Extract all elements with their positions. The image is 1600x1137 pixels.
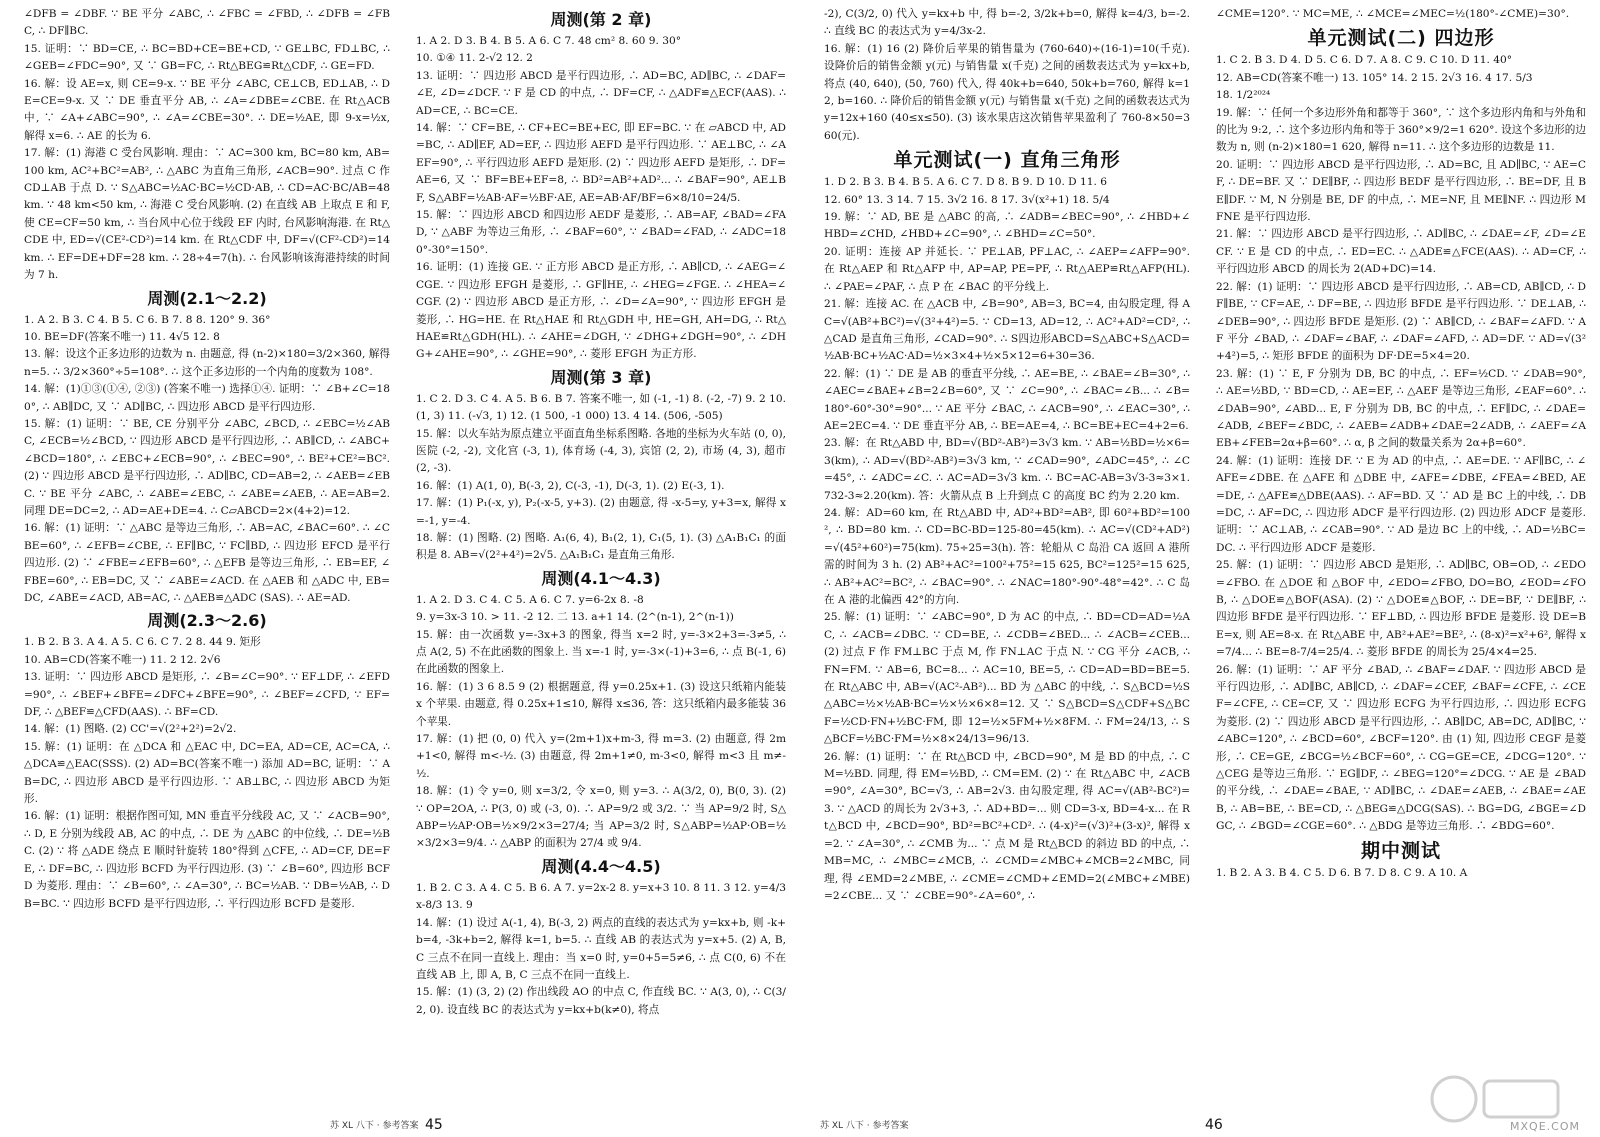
answer-paragraph: 20. 证明：∵ 四边形 ABCD 是平行四边形, ∴ AD=BC, 且 AD∥BC, ∵ AE=CF, ∴ DE=BF. 又 ∵ DE∥BF, ∴ 四边形 BEDF 是平行四边形, ∴ BE=DF, 且 BE∥DF. ∵ M, N 分别是 BE, DF 的中点, ∴ ME=NF, 且 ME∥NF. ∴ 四边形 MFNE 是平行四边形. [1216, 158, 1586, 224]
answer-paragraph: 15. 解：由一次函数 y=-3x+3 的图象, 得当 x=2 时, y=-3×2+3=-3≠5, ∴ 点 A(2, 5) 不在此函数的图象上. 当 x=-1 时, y=-3×(-1)+3=6, ∴ 点 B(-1, 6) 在此函数的图象上. [416, 628, 786, 676]
answer-paragraph: 1. D 2. B 3. B 4. B 5. A 6. C 7. D 8. B 9. D 10. D 11. 6 [824, 176, 1107, 189]
answer-paragraph: 18. 1/2²⁰²⁴ [1216, 89, 1271, 102]
answer-paragraph: 15. 证明：∵ BD=CE, ∴ BC=BD+CE=BE+CD, ∵ GE⊥BC, FD⊥BC, ∴ ∠GEB=∠FDC=90°, 又 ∵ GB=FC, ∴ Rt△BEG≌Rt△CDF, ∴ GE=FD. [24, 42, 390, 73]
answer-paragraph: 21. 解：连接 AC. 在 △ACB 中, ∠B=90°, AB=3, BC=4, 由勾股定理, 得 AC=√(AB²+BC²)=√(3²+4²)=5. ∵ CD=13, AD=12, ∴ AC²+AD²=CD², ∴ △CAD 是直角三角形, ∠CAD=90°. ∴ S四边形ABCD=S△ABC+S△ACD=½AB·BC+½AC·AD=½×3×4+½×5×12=6+30=36. [824, 298, 1190, 363]
left-column-1 [0, 0, 400, 1110]
answer-paragraph: 17. 解：(1) 海港 C 受台风影响. 理由：∵ AC=300 km, BC=80 km, AB=100 km, AC²+BC²=AB², ∴ △ABC 为直角三角形, ∠ACB=90°. 过点 C 作 CD⊥AB 于点 D. ∵ S△ABC=½AC·BC=½CD·AB, ∴ CD=AC·BC/AB=48 km. ∵ 48 km<50 km, ∴ 海港 C 受台风影响. (2) 在直线 AB 上取点 E 和 F, 使 CE=CF=50 km, ∴ 当台风中心位于线段 EF 内时, 台风影响海港. 在 Rt△CDE 中, ED=√(CE²-CD²)=14 km. 在 Rt△CDF 中, DF=√(CF²-CD²)=14 km. ∴ EF=DE+DF=28 km. ∴ 28÷4=7(h). ∴ 台风影响该海港持续的时间为 7 h. [24, 147, 390, 282]
answer-paragraph: 16. 解：(1) 16 (2) 降价后苹果的销售量为 (760-640)÷(16-1)=10(千克). 设降价后的销售金额 y(元) 与销售量 x(千克) 之间的函数表达式为 y=kx+b, 将点 (40, 640), (50, 760) 代入, 得 40k+b=640, 50k+b=760, 解得 k=12, b=160. ∴ 降价后的销售金额 y(元) 与销售量 x(千克) 之间的函数表达式为 y=12x+160 (40≤x≤50). (3) 该水果店这次销售苹果盈利了 760-8×50=360(元). [824, 42, 1190, 142]
answer-paragraph: 18. 解：(1) 图略. (2) 图略. A₁(6, 4), B₁(2, 1), C₁(5, 1). (3) △A₁B₁C₁ 的面积是 8. AB=√(2²+4²)=2√5. △A₁B₁C₁ 是直角三角形. [416, 531, 786, 562]
answer-paragraph: 16. 证明：(1) 连接 GE. ∵ 正方形 ABCD 是正方形, ∴ AB∥CD, ∴ ∠AEG=∠CGE. ∵ 四边形 EFGH 是菱形, ∴ GF∥HE, ∴ ∠HEG=∠FGE. ∴ ∠HEA=∠CGF. (2) ∵ 四边形 ABCD 是正方形, ∴ ∠D=∠A=90°, ∵ 四边形 EFGH 是菱形, ∴ HG=HE. 在 Rt△HAE 和 Rt△GDH 中, HE=GH, AH=DG, ∴ Rt△HAE≌Rt△GDH(HL). ∴ ∠AHE=∠DGH, ∵ ∠DHG+∠DGH=90°, ∴ ∠DHG+∠AHE=90°, ∴ ∠GHE=90°, ∴ 菱形 EFGH 为正方形. [416, 261, 786, 361]
answer-paragraph: 22. 解：(1) ∵ DE 是 AB 的垂直平分线, ∴ AE=BE, ∴ ∠BAE=∠B=30°, ∴ ∠AEC=∠BAE+∠B=2∠B=60°, 又 ∵ ∠C=90°, ∴ ∠BAC=∠B... ∴ ∠B=180°-60°-30°=90°... ∵ AE 平分 ∠BAC, ∴ ∠ACB=90°, ∴ ∠EAC=30°, ∴ AE=2EC=4. ∵ DE 垂直平分 AB, ∴ BE=AE=4, ∴ BC=BE+EC=4+2=6. [824, 367, 1190, 432]
answer-paragraph: 23. 解：(1) ∵ E, F 分别为 DB, BC 的中点, ∴ EF=½CD. ∵ ∠DAB=90°, ∴ AE=½BD, ∵ BD=CD, ∴ AE=EF, ∴ △AEF 是等边三角形, ∠EAF=60°. ∴ ∠DAB=90°, ∠ABD... E, F 分别为 DB, BC 的中点, ∴ EF∥DC, ∴ ∠DAE=∠ADB, ∠BEF=∠BDC, ∴ ∠AEB=∠ADB+∠DAE=2∠ADB, ∴ ∠AEF=∠AEB+∠FEB=2α+β=60°. ∴ α, β 之间的数量关系为 2α+β=60°. [1216, 367, 1586, 450]
answer-paragraph: 14. 解：(1)①③(①④, ②③) (答案不唯一) 选择①④. 证明：∵ ∠B+∠C=180°, ∴ AB∥DC, 又 ∵ AD∥BC, ∴ 四边形 ABCD 是平行四边形. [24, 383, 390, 413]
answer-paragraph: -2), C(3/2, 0) 代入 y=kx+b 中, 得 b=-2, 3/2k+b=0, 解得 k=4/3, b=-2. ∴ 直线 BC 的表达式为 y=4/3x-2. [824, 8, 1190, 38]
section-heading: 单元测试(一) 直角三角形 [893, 149, 1121, 172]
answer-paragraph: 16. 解：(1) 证明：根据作图可知, MN 垂直平分线段 AC, 又 ∵ ∠ACB=90°, ∴ D, E 分别为线段 AB, AC 的中点, ∴ DE 为 △ABC 的中位线, ∴ DE=½BC. (2) ∵ 将 △ADE 绕点 E 顺时针旋转 180°得到 △CFE, ∴ AD=CF, DE=FE, ∴ DF=BC, ∴ 四边形 BCFD 为平行四边形. (3) ∵ ∠B=60°, 四边形 BCFD 为菱形. 理由：∵ ∠B=60°, ∴ ∠A=30°, ∴ BC=½AB. ∵ DB=½AB, ∴ DB=BC. ∵ 四边形 BCFD 是平行四边形, ∴ 平行四边形 BCFD 是菱形. [24, 810, 390, 910]
answer-paragraph: 1. C 2. D 3. C 4. A 5. B 6. B 7. 答案不唯一, 如 (-1, -1) 8. (-2, -7) 9. 2 10. (1, 3) 11. (-√3, 1) 12. (1 500, -1 000) 13. 4 14. (506, -505) [416, 392, 786, 423]
answer-paragraph: 26. 解：(1) 证明：∵ 在 Rt△BCD 中, ∠BCD=90°, M 是 BD 的中点, ∴ CM=½BD. 同理, 得 EM=½BD, ∴ CM=EM. (2) ∵ 在 Rt△ABC 中, ∠ACB=90°, ∠A=30°, BC=√3, ∴ AB=2√3. 由勾股定理, 得 AC=√(AB²-BC²)=3. ∵ △ACD 的周长为 2√3+3, ∴ AD+BD=... 则 CD=3-x, BD=4-x... 在 Rt△BCD 中, ∠BCD=90°, BD²=BC²+CD². ∴ (4-x)²=(√3)²+(3-x)², 解得 x=2. ∵ ∠A=30°, ∴ ∠CMB 为... ∵ 点 M 是 Rt△BCD 的斜边 BD 的中点, ∴ MB=MC, ∴ ∠MBC=∠MCB, ∴ ∠CMD=∠MBC+∠MCB=2∠MBC, 同理, 得 ∠EMD=2∠MBE, ∴ ∠CME=∠CMD+∠EMD=2(∠MBC+∠MBE)=2∠CBE... 又 ∵ ∠CBE=90°-∠A=60°, ∴ [824, 750, 1191, 902]
answer-paragraph: 18. 解：(1) 令 y=0, 则 x=3/2, 令 x=0, 则 y=3. ∴ A(3/2, 0), B(0, 3). (2) ∵ OP=2OA, ∴ P(3, 0) 或 (-3, 0). ∴ AP=9/2 或 3/2. ∵ 当 AP=9/2 时, S△ABP=½AP·OB=½×9/2×3=27/4; 当 AP=3/2 时, S△ABP=½AP·OB=½×3/2×3=9/4. ∴ △ABP 的面积为 27/4 或 9/4. [416, 785, 786, 850]
answer-paragraph: 19. 解：∵ AD, BE 是 △ABC 的高, ∴ ∠ADB=∠BEC=90°, ∴ ∠HBD+∠HBD=∠CHD, ∠HBD+∠C=90°, ∴ ∠BHD=∠C=50°. [824, 211, 1190, 241]
answer-paragraph: 1. A 2. D 3. C 4. C 5. A 6. C 7. y=6-2x 8. -8 [416, 593, 644, 606]
right-column-2 [1200, 0, 1600, 1110]
answer-paragraph: 15. 解：(1) 证明：∵ BE, CE 分别平分 ∠ABC, ∠BCD, ∴ ∠EBC=½∠ABC, ∠ECB=½∠BCD, ∵ 四边形 ABCD 是平行四边形, ∴ AB∥CD, ∴ ∠ABC+∠BCD=180°, ∴ ∠EBC+∠ECB=90°, ∴ ∠BEC=90°, ∴ BE²+CE²=BC². (2) ∵ 四边形 ABCD 是平行四边形, ∴ AD∥BC, CD=AB=2, ∴ ∠AEB=∠EBC. ∵ BE 平分 ∠ABC, ∴ ∠ABE=∠EBC, ∴ ∠ABE=∠AEB, ∴ AE=AB=2. 同理 DE=DC=2, ∴ AD=AE+DE=4. ∴ C▱ABCD=2×(4+2)=12. [24, 417, 390, 517]
section-heading: 单元测试(二) 四边形 [1307, 27, 1495, 50]
answer-paragraph: 19. 解：∵ 任何一个多边形外角和都等于 360°, ∵ 这个多边形内角和与外角和的比为 9:2, ∴ 这个多边形内角和等于 360°×9/2=1 620°. 设这个多边形的边数为 n, 则 (n-2)×180=1 620, 解得 n=11. ∴ 这个多边形的边数是 11. [1216, 106, 1586, 154]
answer-paragraph: 1. B 2. A 3. B 4. C 5. D 6. B 7. D 8. C 9. A 10. A [1216, 866, 1468, 879]
answer-paragraph: 16. 解：设 AE=x, 则 CE=9-x. ∵ BE 平分 ∠ABC, CE⊥CB, ED⊥AB, ∴ DE=CE=9-x. 又 ∵ DE 垂直平分 AB, ∴ ∠A=∠DBE=∠CBE. 在 Rt△ACB 中, ∵ ∠A+∠ABC=90°, ∴ ∠A=∠CBE=30°. ∴ DE=½AE, 即 9-x=½x, 解得 x=6. ∴ AE 的长为 6. [24, 77, 390, 142]
section-heading: 期中测试 [1360, 839, 1441, 862]
section-heading: 周测(第 3 章) [550, 367, 652, 387]
page-number: 46 [1205, 1117, 1223, 1133]
answer-paragraph: 25. 解：(1) 证明：∵ 四边形 ABCD 是矩形, ∴ AD∥BC, OB=OD, ∴ ∠EDO=∠FBO. 在 △DOE 和 △BOF 中, ∠EDO=∠FBO, DO=BO, ∠EOD=∠FOB, ∴ △DOE≌△BOF(ASA). (2) ∵ △DOE≌△BOF, ∴ DE=BF, ∵ DE∥BF, ∴ 四边形 BFDE 是平行四边形. ∵ EF⊥BD, ∴ 四边形 BFDE 是菱形. 设 DE=BE=x, 则 AE=8-x. 在 Rt△ABE 中, AB²+AE²=BE², ∴ (8-x)²=x²+6², 解得 x=7/4... ∴ BE=8-7/4=25/4. ∴ 菱形 BFDE 的周长为 25/4×4=25. [1216, 559, 1586, 659]
answer-paragraph: 15. 解：以火车站为原点建立平面直角坐标系图略. 各地的坐标为火车站 (0, 0), 医院 (-2, -2), 文化宫 (-3, 1), 体育场 (-4, 3), 宾馆 (2, 2), 市场 (4, 3), 超市 (2, -3). [416, 427, 786, 475]
section-heading: 周测(4.4～4.5) [541, 856, 661, 876]
answer-paragraph: 21. 解：∵ 四边形 ABCD 是平行四边形, ∴ AD∥BC, ∴ ∠DAE=∠F, ∠D=∠ECF. ∵ E 是 CD 的中点, ∴ ED=EC. ∴ △ADE≌△FCE(AAS). ∴ AD=CF, ∴ 平行四边形 ABCD 的周长为 2(AD+DC)=14. [1216, 228, 1586, 276]
page-footer: 苏 XL 八下 · 参考答案 [820, 1121, 909, 1131]
answer-paragraph: 1. B 2. B 3. A 4. A 5. C 6. C 7. 2 8. 44 9. 矩形 [24, 636, 261, 649]
answer-paragraph: 25. 解：(1) 证明：∵ ∠ABC=90°, D 为 AC 的中点, ∴ BD=CD=AD=½AC, ∴ ∠ACB=∠DBC. ∵ CD=BE, ∴ ∠CDB=∠BED... ∴ ∠ACB=∠CEB... (2) 过点 F 作 FM⊥BC 于点 M, 作 FN⊥AC 于点 N. ∵ CG 平分 ∠ACB, ∴ FN=FM. ∵ AB=6, BC=8... ∴ AC=10, BE=5, ∴ CD=AD=BD=BE=5. 在 Rt△ABC 中, AB=√(AC²-AB²)... BD 为 △ABC 的中线, ∴ S△BCD=½S△ABC=½×½AB·BC=½×½×6×8=12. 又 ∵ S△BCD=S△CDF+S△BCF=½CD·FN+½BC·FM, 即 12=½×5FM+½×8FM. ∴ FM=24/13, ∴ S△BCF=½BC·FM=½×8×24/13=96/13. [824, 611, 1190, 746]
answer-paragraph: 24. 解：AD=60 km, 在 Rt△ABD 中, AD²+BD²=AB², 即 60²+BD²=100², ∴ BD=80 km. ∴ CD=BC-BD=125-80=45(km). ∴ AC=√(CD²+AD²)=√(45²+60²)=75(km). 75÷25=3(h). 答：轮船从 C 岛沿 CA 返回 A 港所需的时间为 3 h. (2) AB²+AC²=100²+75²=15 625, BC²=125²=15 625, ∴ AB²+AC²=BC², ∴ ∠BAC=90°. ∴ ∠NAC=180°-90°-48°=42°. ∴ C 岛在 A 港的北偏西 42°的方向. [824, 506, 1190, 606]
answer-paragraph: 16. 解：(1) 证明：∵ △ABC 是等边三角形, ∴ AB=AC, ∠BAC=60°. ∴ ∠CBE=60°, ∴ ∠EFB=∠CBE, ∴ EF∥BC, ∵ FC∥BD, ∴ 四边形 EFCD 是平行四边形. (2) ∵ ∠FBE=∠EFB=60°, ∴ △EFB 是等边三角形, ∴ EB=EF, ∠FBE=60°, ∴ EB=DC, 又 ∵ ∠ABE=∠ACD. 在 △AEB 和 △ADC 中, EB=DC, ∠ABE=∠ACD, AB=AC, ∴ △AEB≌△ADC (SAS). ∴ AE=AD. [24, 522, 390, 604]
answer-paragraph: 24. 解：(1) 证明：连接 DF. ∵ E 为 AD 的中点, ∴ AE=DE. ∵ AF∥BC, ∴ ∠AFE=∠DBE. 在 △AFE 和 △DBE 中, ∠AFE=∠DBE, ∠FEA=∠BED, AE=DE, ∴ △AFE≌△DBE(AAS). ∴ AF=BD. 又 ∵ AD 是 BC 上的中线, ∴ DB=DC, ∴ AF=DC, ∴ 四边形 ADCF 是平行四边形. (2) 四边形 ADCF 是菱形. 证明：∵ AC⊥AB, ∴ ∠CAB=90°. ∵ AD 是边 BC 上的中线, ∴ AD=½BC=DC. ∴ 平行四边形 ADCF 是菱形. [1216, 454, 1586, 554]
answer-paragraph: 17. 解：(1) 把 (0, 0) 代入 y=(2m+1)x+m-3, 得 m=3. (2) 由题意, 得 2m+1<0, 解得 m<-½. (3) 由题意, 得 2m+1≠0, m-3<0, 解得 m<3 且 m≠-½. [416, 733, 786, 780]
watermark-text: MXQE.COM [1510, 1120, 1580, 1133]
answer-paragraph: 14. 解：(1) 设过 A(-1, 4), B(-3, 2) 两点的直线的表达式为 y=kx+b, 则 -k+b=4, -3k+b=2, 解得 k=1, b=5. ∴ 直线 AB 的表达式为 y=x+5. (2) A, B, C 三点不在同一直线上. 理由：当 x=0 时, y=0+5=5≠6, ∴ 点 C(0, 6) 不在直线 AB 上, 即 A, B, C 三点不在同一直线上. [416, 916, 786, 981]
answer-paragraph: 10. ①④ 11. 2-√2 12. 2 [416, 52, 533, 65]
left-column-2 [400, 0, 800, 1110]
section-heading: 周测(4.1～4.3) [541, 568, 661, 588]
answer-paragraph: 1. B 2. C 3. A 4. C 5. B 6. A 7. y=2x-2 8. y=x+3 10. 8 11. 3 12. y=4/3x-8/3 13. 9 [416, 881, 786, 912]
answer-paragraph: 16. 解：(1) A(1, 0), B(-3, 2), C(-3, -1), D(-3, 1). (2) E(-3, 1). [416, 479, 725, 492]
page-number: 45 [425, 1117, 443, 1133]
answer-paragraph: 12. AB=CD(答案不唯一) 13. 105° 14. 2 15. 2√3 16. 4 17. 5/3 [1216, 71, 1533, 84]
answer-paragraph: 1. A 2. B 3. C 4. B 5. C 6. B 7. 8 8. 120° 9. 36° [24, 313, 271, 326]
watermark-logo-icon [1426, 1071, 1566, 1127]
answer-paragraph: 15. 解：∵ 四边形 ABCD 和四边形 AEDF 是菱形, ∴ AB=AF, ∠BAD=∠FAD, ∵ △ABF 为等边三角形, ∴ ∠BAF=60°, ∵ ∠BAD=∠FAD, ∴ ∠ADC=180°-30°=150°. [416, 209, 786, 256]
answer-paragraph: 1. A 2. D 3. B 4. B 5. A 6. C 7. 48 cm² 8. 60 9. 30° [416, 35, 682, 47]
answer-paragraph: 16. 解：(1) 3 6 8.5 9 (2) 根据题意, 得 y=0.25x+1. (3) 设这只纸箱内能装 x 个苹果. 由题意, 得 0.25x+1≤10, 解得 x≤36, 答：这只纸箱内最多能装 36 个苹果. [416, 680, 786, 728]
answer-paragraph: 20. 证明：连接 AP 并延长. ∵ PE⊥AB, PF⊥AC, ∴ ∠AEP=∠AFP=90°. 在 Rt△AEP 和 Rt△AFP 中, AP=AP, PE=PF, ∴ Rt△AEP≌Rt△AFP(HL). ∴ ∠PAE=∠PAF, ∴ 点 P 在 ∠BAC 的平分线上. [824, 245, 1190, 293]
answer-paragraph: 13. 证明：∵ 四边形 ABCD 是矩形, ∴ ∠B=∠C=90°. ∵ EF⊥DF, ∴ ∠EFD=90°, ∴ ∠BEF+∠BFE=∠DFC+∠BFE=90°, ∴ ∠BEF=∠CFD, ∵ EF=DF, ∴ △BEF≌△CFD(AAS). ∴ BF=CD. [24, 671, 390, 719]
right-column-1 [800, 0, 1200, 1110]
answer-paragraph: 15. 解：(1) (3, 2) (2) 作出线段 AO 的中点 C, 作直线 BC. ∵ A(3, 0), ∴ C(3/2, 0). 设直线 BC 的表达式为 y=kx+b(k≠0), 将点 [416, 986, 786, 1016]
answer-paragraph: 14. 解：∵ CF=BE, ∴ CF+EC=BE+EC, 即 EF=BC. ∵ 在 ▱ABCD 中, AD=BC, ∴ AD∥EF, AD=EF, ∴ 四边形 AEFD 是平行四边形. ∵ AE⊥BC, ∴ ∠AEF=90°, ∴ 平行四边形 AEFD 是矩形. (2) ∵ 四边形 AEFD 是矩形, ∴ DF=AE=6, 又 ∵ BF=BE+EF=8, ∴ BD²=AB²+AD²... ∴ ∠BAF=90°, AE⊥BF, S△ABF=½AB·AF=½BF·AE, AE=AB·AF/BF=6×8/10=24/5. [416, 122, 786, 204]
answer-paragraph: 1. C 2. B 3. D 4. D 5. C 6. D 7. A 8. C 9. C 10. D 11. 40° [1216, 54, 1512, 67]
answer-paragraph: 10. AB=CD(答案不唯一) 11. 2 12. 2√6 [24, 653, 221, 666]
answer-paragraph: ∠DFB = ∠DBF. ∵ BE 平分 ∠ABC, ∴ ∠FBC = ∠FBD, ∴ ∠DFB = ∠FBC, ∴ DF∥BC. [24, 8, 390, 38]
answer-paragraph: 17. 解：(1) P₁(-x, y), P₂(-x-5, y+3). (2) 由题意, 得 -x-5=y, y+3=x, 解得 x=-1, y=-4. [416, 497, 786, 527]
answer-paragraph: 10. BE=DF(答案不唯一) 11. 4√5 12. 8 [24, 330, 220, 343]
answer-paragraph: 14. 解：(1) 图略. (2) CC'=√(2²+2²)=2√2. [24, 723, 237, 736]
section-heading: 周测(2.3～2.6) [147, 611, 267, 631]
answer-paragraph: 26. 解：(1) 证明：∵ AF 平分 ∠BAD, ∴ ∠BAF=∠DAF. ∵ 四边形 ABCD 是平行四边形, ∴ AD∥BC, AB∥CD, ∴ ∠DAF=∠CEF, ∠BAF=∠CFE, ∴ ∠CEF=∠CFE, ∴ CE=CF, 又 ∵ 四边形 ECFG 为平行四边形, ∴ 四边形 ECFG 为菱形. (2) ∵ 四边形 ABCD 是平行四边形, ∴ AB∥DC, AB=DC, AD∥BC, ∵ ∠ABC=120°, ∴ ∠BCD=60°, ∠BCF=120°. 由 (1) 知, 四边形 CEGF 是菱形, ∴ CE=GE, ∠BCG=½∠BCF=60°, ∴ CG=GE=CE, ∠DCG=120°. ∵ △CEG 是等边三角形. ∵ EG∥DF, ∴ ∠BEG=120°=∠DCG. ∵ AE 是 ∠BAD 的平分线, ∴ ∠DAE=∠BAE, ∵ AD∥BC, ∴ ∠DAE=∠AEB, ∴ ∠BAE=∠AEB, ∴ AB=BE, ∴ BE=CD, ∴ △BEG≌△DCG(SAS). ∴ BG=DG, ∠BGE=∠DGC, ∴ ∠BGD=∠CGE=60°. ∴ △BDG 是等边三角形. ∴ ∠BDG=60°. [1216, 663, 1586, 833]
answer-paragraph: 12. 60° 13. 3 14. 7 15. 3√2 16. 8 17. 3√(x²+1) 18. 5/4 [824, 193, 1110, 206]
answer-paragraph: 23. 解：在 Rt△ABD 中, BD=√(BD²-AB²)=3√3 km. ∵ AB=½BD=½×6=3(km), ∴ AD=√(BD²-AB²)=3√3 km, ∵ ∠CAD=90°, ∠ADC=45°, ∴ ∠C=45°, ∴ ∠ADC=∠C. ∴ AC=AD=3√3 km. ∴ BC=AC-AB=3√3-3≈3×1.732-3≈2.20(km). 答：火箭从点 B 上升到点 C 的高度 BC 约为 2.20 km. [824, 437, 1190, 502]
answer-paragraph: 15. 解：(1) 证明：在 △DCA 和 △EAC 中, DC=EA, AD=CE, AC=CA, ∴ △DCA≌△EAC(SSS). (2) AD=BC(答案不唯一) 添加 AD=BC, 证明：∵ AB=DC, ∴ 四边形 ABCD 是平行四边形. ∵ AB⊥BC, ∴ 四边形 ABCD 为矩形. [24, 740, 390, 806]
answer-paragraph: 22. 解：(1) 证明：∵ 四边形 ABCD 是平行四边形, ∴ AB=CD, AB∥CD, ∴ DF∥BE, ∵ CF=AE, ∴ DF=BE, ∴ 四边形 BFDE 是平行四边形. ∵ DE⊥AB, ∴ ∠DEB=90°, ∴ 四边形 BFDE 是矩形. (2) ∵ AB∥CD, ∴ ∠BAF=∠AFD. ∵ AF 平分 ∠BAD, ∴ ∠DAF=∠BAF, ∴ ∠DAF=∠AFD, ∴ AD=DF. ∵ AD=√(3²+4²)=5, ∴ 矩形 BFDE 的面积为 DF·DE=5×4=20. [1216, 280, 1586, 363]
right-page [800, 0, 1600, 1137]
page-footer: 苏 XL 八下 · 参考答案 [330, 1121, 419, 1131]
section-heading: 周测(2.1～2.2) [147, 288, 267, 308]
answer-paragraph: 9. y=3x-3 10. > 11. -2 12. 二 13. a+1 14. (2^(n-1), 2^(n-1)) [416, 611, 734, 624]
answer-paragraph: 13. 证明：∵ 四边形 ABCD 是平行四边形, ∴ AD=BC, AD∥BC, ∴ ∠DAF=∠E, ∠D=∠DCF. ∵ F 是 CD 的中点, ∴ DF=CF, ∴ △ADF≌△ECF(AAS). ∴ AD=CE, ∴ BC=CE. [416, 69, 786, 117]
answer-paragraph: 13. 解：设这个正多边形的边数为 n. 由题意, 得 (n-2)×180=3/2×360, 解得 n=5. ∴ 3/2×360°÷5=108°. ∴ 这个正多边形的一个内角的度数为 108°. [24, 348, 390, 378]
section-heading: 周测(第 2 章) [550, 10, 652, 29]
answer-paragraph: ∠CME=120°. ∵ MC=ME, ∴ ∠MCE=∠MEC=½(180°-∠CME)=30°. [1216, 8, 1570, 20]
